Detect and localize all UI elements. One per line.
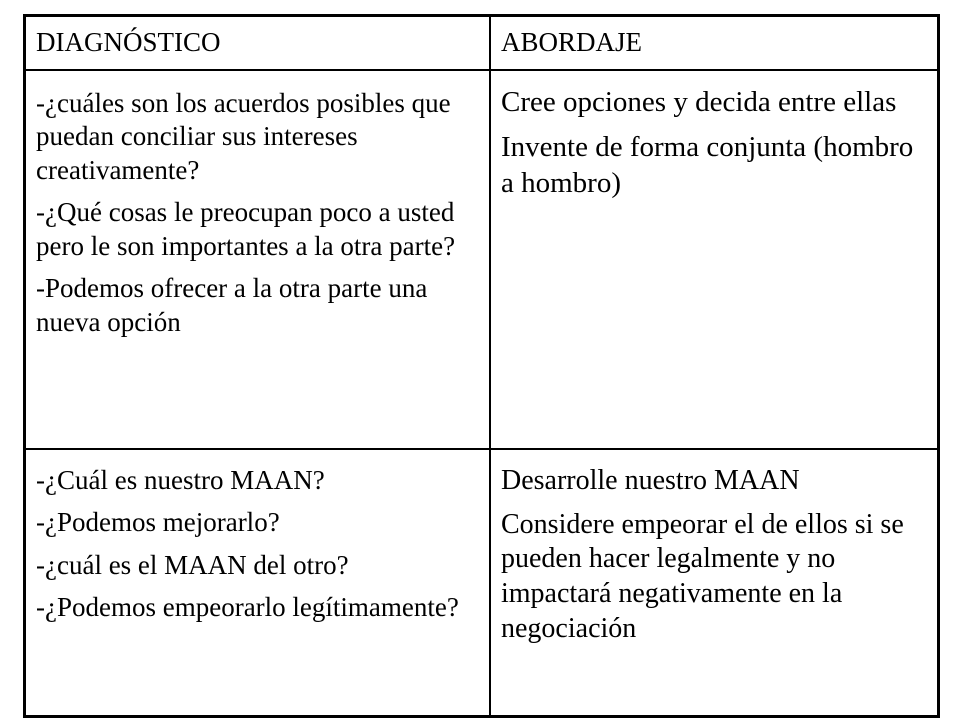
row1-diagnostico-item: -¿cuáles son los acuerdos posibles que puedan conciliar sus intereses creativamente? bbox=[36, 88, 451, 185]
row1-diagnostico-item: -Podemos ofrecer a la otra parte una nueva opción bbox=[36, 273, 428, 337]
row2-abordaje-item: Desarrolle nuestro MAAN bbox=[501, 465, 800, 496]
diagnosis-approach-table bbox=[23, 14, 940, 718]
row2-abordaje-cell bbox=[491, 450, 937, 715]
row1-abordaje-cell bbox=[491, 71, 937, 450]
row1-abordaje-item: Invente de forma conjunta (hombro a hombro) bbox=[501, 130, 914, 199]
header-diagnostico bbox=[26, 17, 491, 71]
row2-diagnostico-item: -¿cuál es el MAAN del otro? bbox=[36, 549, 349, 580]
row1-abordaje-item: Cree opciones y decida entre ellas bbox=[501, 86, 897, 118]
header-abordaje-label: ABORDAJE bbox=[501, 26, 643, 57]
header-diagnostico-label: DIAGNÓSTICO bbox=[36, 26, 221, 57]
header-abordaje bbox=[491, 17, 937, 71]
row1-diagnostico-cell bbox=[26, 71, 491, 450]
row2-diagnostico-item: -¿Podemos empeorarlo legítimamente? bbox=[36, 592, 459, 623]
row1-diagnostico-item: -¿Qué cosas le preocupan poco a usted pero le son importantes a la otra parte? bbox=[36, 197, 456, 261]
row2-diagnostico-item: -¿Cuál es nuestro MAAN? bbox=[36, 465, 325, 495]
row2-diagnostico-cell bbox=[26, 450, 491, 715]
row2-abordaje-item: Considere empeorar el de ellos si se pueden hacer legalmente y no impactará negativamente en la negociación bbox=[501, 508, 904, 644]
row2-diagnostico-item: -¿Podemos mejorarlo? bbox=[36, 507, 280, 538]
